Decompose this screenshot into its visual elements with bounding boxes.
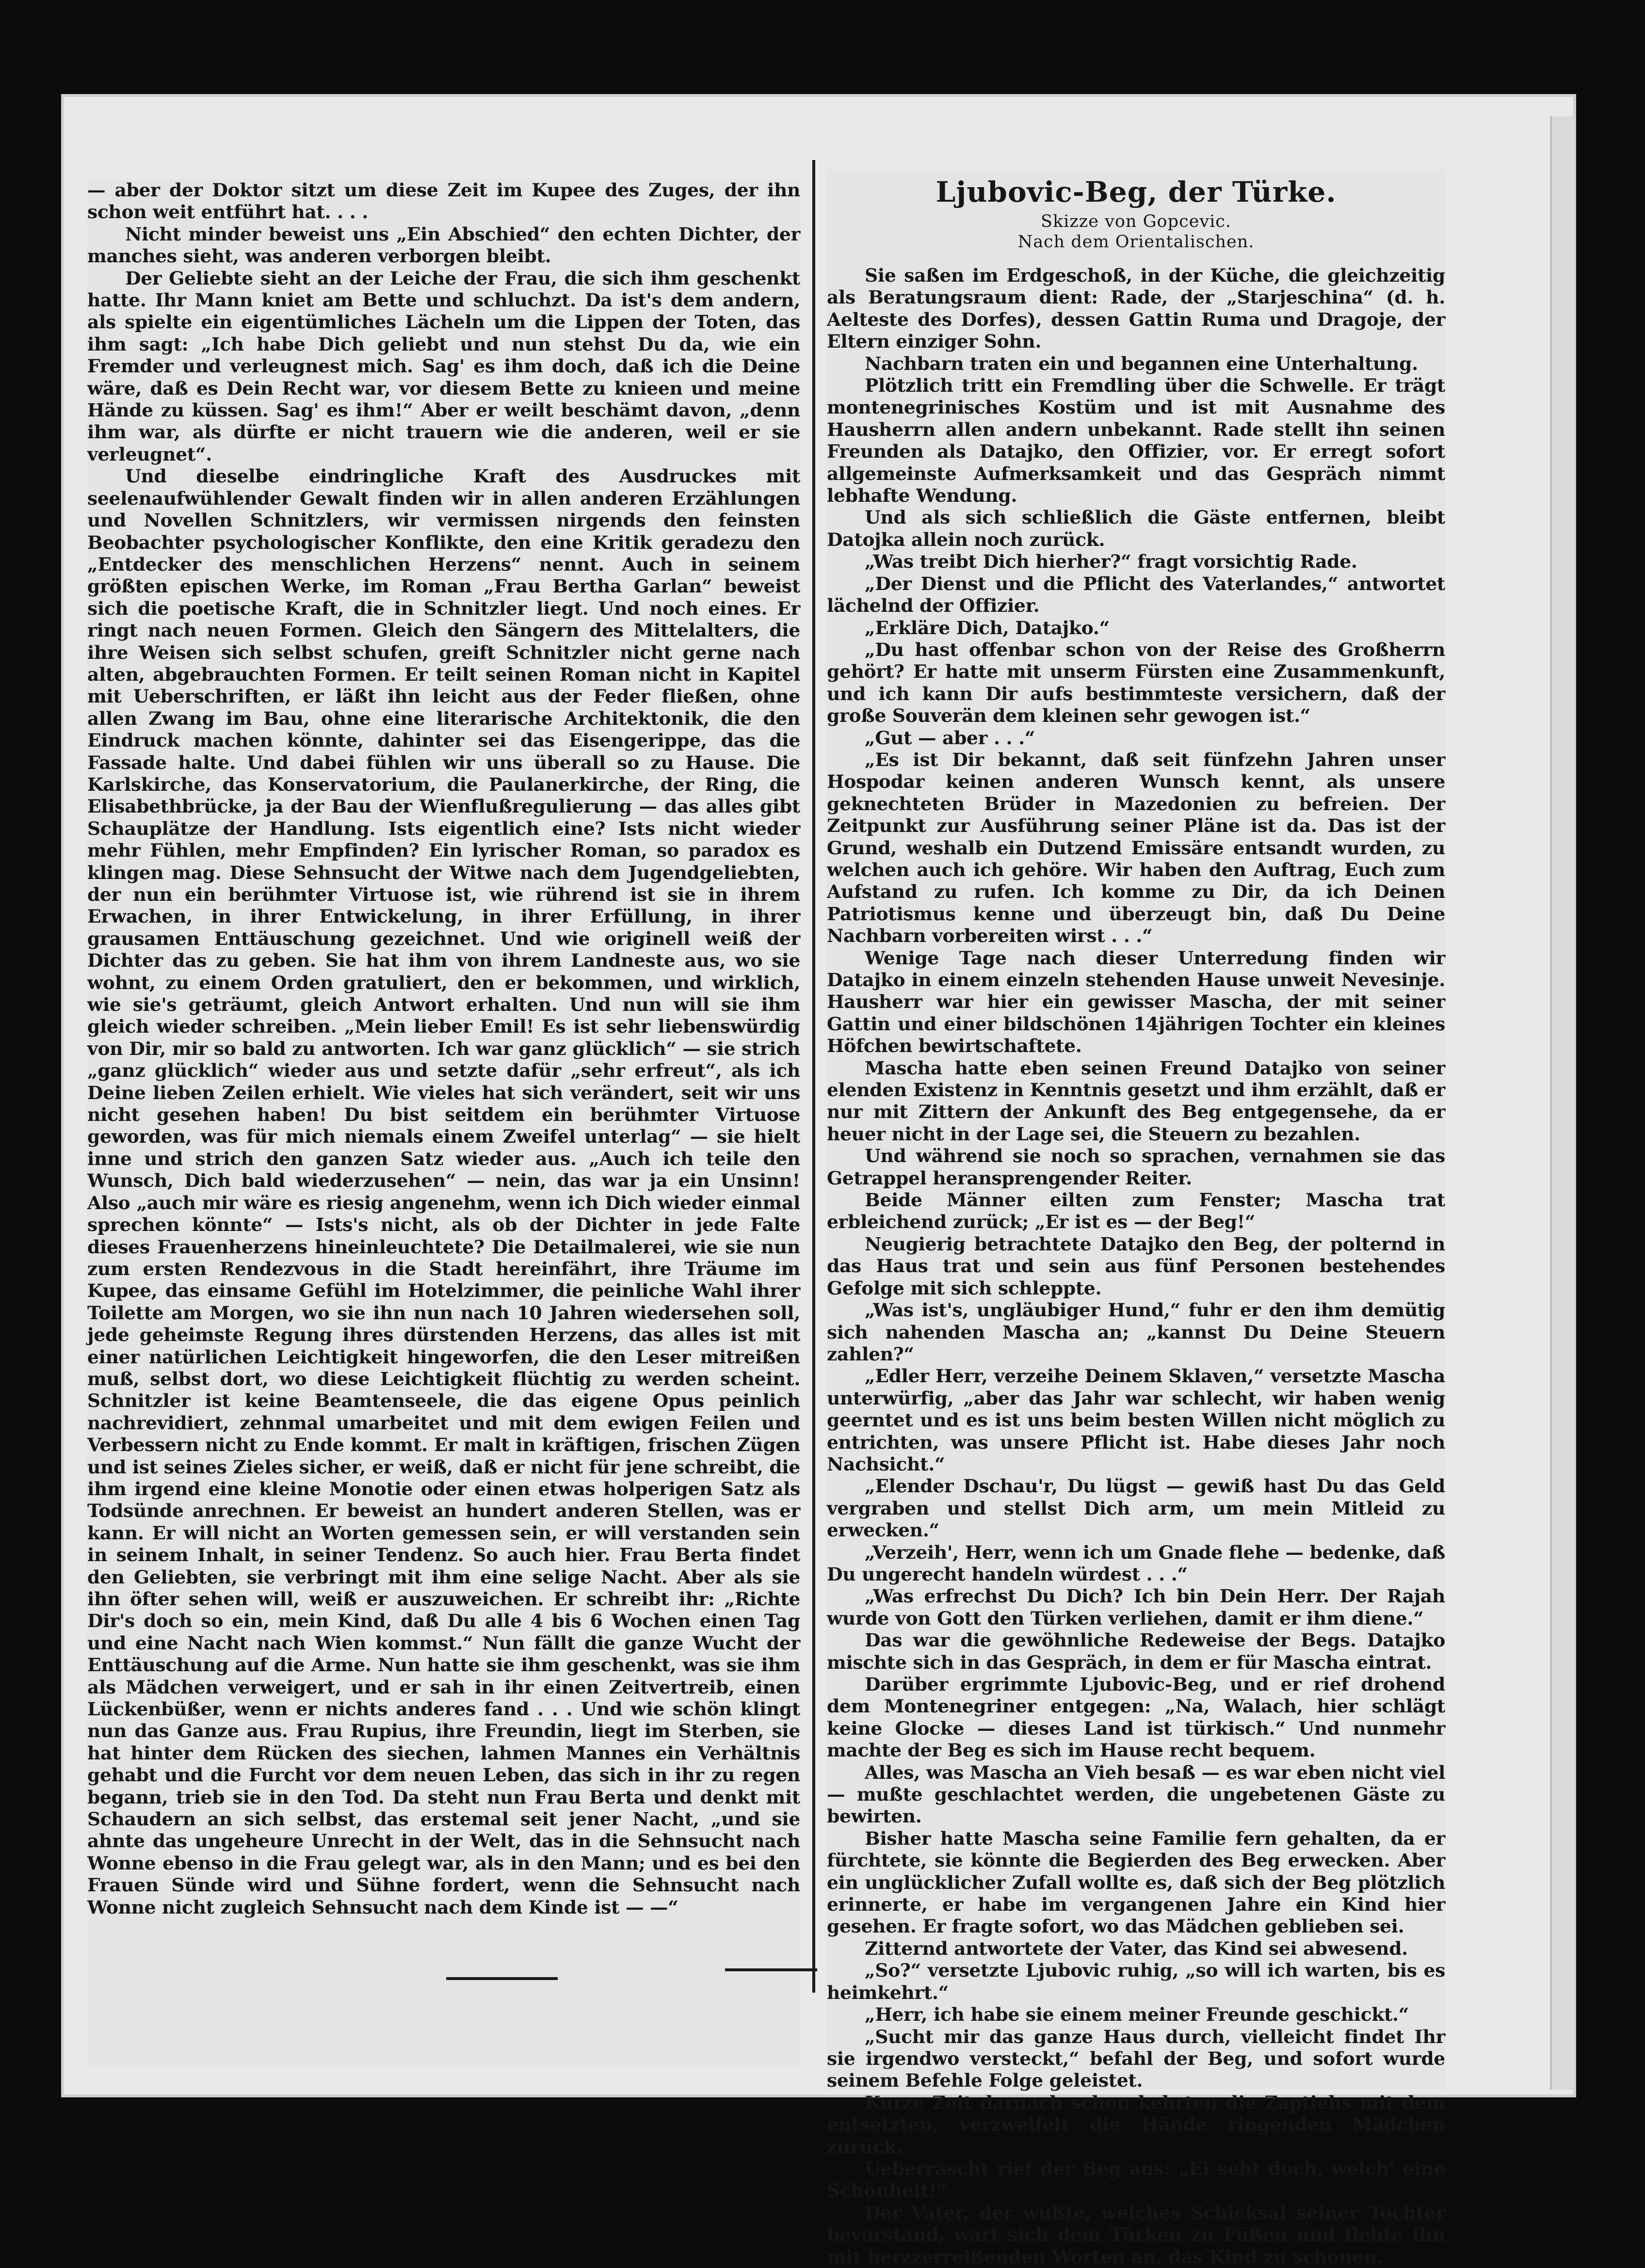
right-paragraph: „Edler Herr, verzeihe Deinem Sklaven,“ versetzte Mascha unterwürfig, „aber das Jahr war schlecht, wir haben wenig geerntet und es ist uns beim besten Willen nicht möglich zu entrichten, was unsere Pflicht ist. Habe dieses Jahr noch Nachsicht.“: [827, 1365, 1445, 1475]
page-edge-strip: [1550, 116, 1574, 2090]
right-paragraph: Und als sich schließlich die Gäste entfernen, bleibt Datojka allein noch zurück.: [827, 507, 1445, 550]
column-divider: [812, 160, 815, 1993]
left-column-text: [87, 179, 800, 1918]
right-paragraph: Beide Männer eilten zum Fenster; Mascha trat erbleichend zurück; „Er ist es — der Beg!“: [827, 1189, 1445, 1233]
right-paragraph: Bisher hatte Mascha seine Familie fern gehalten, da er fürchtete, sie könnte die Begierden des Beg erwecken. Aber ein unglücklicher Zufall wollte es, daß sich der Beg plötzlich erinnerte, er habe im vergangenen Jahre ein Kind hier gesehen. Er fragte sofort, wo das Mädchen geblieben sei.: [827, 1827, 1445, 1937]
end-rule-center: [725, 1968, 817, 1971]
right-paragraph: Neugierig betrachtete Datajko den Beg, der polternd in das Haus trat und sein aus fünf Personen bestehendes Gefolge mit sich schleppte.: [827, 1233, 1445, 1299]
article-title: Ljubovic-Beg, der Türke.: [935, 176, 1337, 208]
right-paragraph: „Was treibt Dich hierher?“ fragt vorsichtig Rade.: [865, 551, 1357, 573]
right-paragraph: Kurze Zeit darnach schon kehrten die Zaptiehs mit dem entsetzten, verzweifelt die Hände ringenden Mädchen zurück.: [827, 2092, 1445, 2157]
right-paragraph: Nachbarn traten ein und begannen eine Unterhaltung.: [865, 352, 1418, 374]
right-paragraph: Wenige Tage nach dieser Unterredung finden wir Datajko in einem einzeln stehenden Hause unweit Nevesinje. Hausherr war hier ein gewisser Mascha, der mit seiner Gattin und einer bildschönen 14jährigen Tochter ein kleines Höfchen bewirtschaftete.: [827, 947, 1445, 1057]
right-paragraph: „Was erfrechst Du Dich? Ich bin Dein Herr. Der Rajah wurde von Gott den Türken verliehen, damit er ihm diene.“: [827, 1585, 1445, 1629]
left-paragraph: Nicht minder beweist uns „Ein Abschied“ den echten Dichter, der manches sieht, was anderen verborgen bleibt.: [87, 223, 800, 267]
right-paragraph: Und während sie noch so sprachen, vernahmen sie das Getrappel heransprengender Reiter.: [827, 1145, 1445, 1189]
right-paragraph: „Sucht mir das ganze Haus durch, vielleicht findet Ihr sie irgendwo versteckt,“ befahl der Beg, und sofort wurde seinem Befehle Folge geleistet.: [827, 2026, 1445, 2092]
right-paragraph: Alles, was Mascha an Vieh besaß — es war eben nicht viel — mußte geschlachtet werden, die ungebetenen Gäste zu bewirten.: [827, 1761, 1445, 1827]
article-byline: Skizze von Gopcevic.: [1040, 212, 1232, 231]
right-column: [827, 170, 1445, 2268]
right-paragraph: Mascha hatte eben seinen Freund Datajko von seiner elenden Existenz in Kenntnis gesetzt und ihm erzählt, daß er nur mit Zittern der Ankunft des Beg entgegensehe, da er heuer nicht in der Lage sei, die Steuern zu bezahlen.: [827, 1057, 1445, 1145]
right-paragraph: Sie saßen im Erdgeschoß, in der Küche, die gleichzeitig als Beratungsraum dient: Rade, der „Starjeschina“ (d. h. Aelteste des Dorfes), dessen Gattin Ruma und Dragoje, der Eltern einziger Sohn.: [827, 265, 1445, 352]
right-paragraph: „Elender Dschau'r, Du lügst — gewiß hast Du das Geld vergraben und stellst Dich arm, um mein Mitleid zu erwecken.“: [827, 1475, 1445, 1541]
right-paragraph: Ueberrascht rief der Beg aus: „Ei seht doch, welch' eine Schönheit!“: [827, 2157, 1445, 2202]
right-paragraph: Der Vater, der wußte, welches Schicksal seiner Tochter bevorstand, warf sich dem Türken zu Füßen und flehte ihn mit herzzerreißenden Worten an, das Kind zu schonen.: [827, 2202, 1445, 2268]
right-paragraph: „Was ist's, ungläubiger Hund,“ fuhr er den ihm demütig sich nahenden Mascha an; „kannst Du Deine Steuern zahlen?“: [827, 1299, 1445, 1365]
right-column-text: [827, 265, 1445, 2268]
left-paragraph: Und dieselbe eindringliche Kraft des Ausdruckes mit seelenaufwühlender Gewalt finden wir in allen anderen Erzählungen und Novellen Schnitzlers, wir vermissen nirgends den feinsten Beobachter psychologischer Konflikte, den eine Kritik geradezu den „Entdecker des menschlichen Herzens“ nennt. Auch in seinem größten epischen Werke, im Roman „Frau Bertha Garlan“ beweist sich die poetische Kraft, die in Schnitzler liegt. Und noch eines. Er ringt nach neuen Formen. Gleich den Sängern des Mittelalters, die ihre Weisen sich selbst schufen, greift Schnitzler nicht gerne nach alten, abgebrauchten Formen. Er teilt seinen Roman nicht in Kapitel mit Ueberschriften, er läßt ihn leicht aus der Feder fließen, ohne allen Zwang im Bau, ohne eine literarische Architektonik, die den Eindruck machen könnte, dahinter sei das Eisengerippe, das die Fassade halte. Und dabei fühlen wir uns überall so zu Hause. Die Karlskirche, das Konservatorium, die Paulanerkirche, der Ring, die Elisabethbrücke, ja der Bau der Wienflußregulierung — das alles gibt Schauplätze der Handlung. Ists eigentlich eine? Ists nicht wieder mehr Fühlen, mehr Empfinden? Ein lyrischer Roman, so paradox es klingen mag. Diese Sehnsucht der Witwe nach dem Jugendgeliebten, der nun ein berühmter Virtuose ist, wie rührend ist sie in ihrem Erwachen, in ihrer Entwickelung, in ihrer Erfüllung, in ihrer grausamen Enttäuschung gezeichnet. Und wie originell weiß der Dichter das zu geben. Sie hat ihm von ihrem Landneste aus, wo sie wohnt, zu einem Orden gratuliert, den er bekommen, und wirklich, wie sie's geträumt, gleich Antwort erhalten. Und nun will sie ihm gleich wieder schreiben. „Mein lieber Emil! Es ist sehr liebenswürdig von Dir, mir so bald zu antworten. Ich war ganz glücklich“ — sie strich „ganz glücklich“ wieder aus und setzte dafür „sehr erfreut“, als ich Deine lieben Zeilen erhielt. Wie vieles hat sich verändert, seit wir uns nicht gesehen haben! Du bist seitdem ein berühmter Virtuose geworden, was für mich niemals einem Zweifel unterlag“ — sie hielt inne und strich den ganzen Satz wieder aus. „Auch ich teile den Wunsch, Dich bald wiederzusehen“ — nein, das war ja ein Unsinn! Also „auch mir wäre es riesig angenehm, wenn ich Dich wieder einmal sprechen könnte“ — Ists's nicht, als ob der Dichter in jede Falte dieses Frauenherzens hineinleuchtete? Die Detailmalerei, wie sie nun zum ersten Rendezvous in die Stadt hereinfährt, ihre Träume im Kupee, das einsame Gefühl im Hotelzimmer, die peinliche Wahl ihrer Toilette am Morgen, wo sie ihn nun nach 10 Jahren wiedersehen soll, jede geheimste Regung ihres dürstenden Herzens, das alles ist mit einer natürlichen Leichtigkeit hingeworfen, die den Leser mitreißen muß, selbst dort, wo diese Leichtigkeit flüchtig zu werden scheint. Schnitzler ist keine Beamtenseele, die das eigene Opus peinlich nachrevidiert, zehnmal umarbeitet und mit dem ewigen Feilen und Verbessern nicht zu Ende kommt. Er malt in kräftigen, frischen Zügen und ist seines Zieles sicher, er weiß, daß er nicht für jene schreibt, die ihm irgend eine kleine Monotie oder einen etwas holperigen Satz als Todsünde anrechnen. Er beweist an hundert anderen Stellen, was er kann. Er will nicht an Worten gemessen sein, er will verstanden sein in seinem Inhalt, in seiner Tendenz. So auch hier. Frau Berta findet den Geliebten, sie verbringt mit ihm eine selige Nacht. Aber als sie ihn öfter sehen will, weiß er auszuweichen. Er schreibt ihr: „Richte Dir's doch so ein, mein Kind, daß Du alle 4 bis 6 Wochen einen Tag und eine Nacht nach Wien kommst.“ Nun fällt die ganze Wucht der Enttäuschung auf die Arme. Nun hatte sie ihm geschenkt, was sie ihm als Mädchen verweigert, und er sah in ihr einen Zeitvertreib, einen Lückenbüßer, wenn er nichts anderes fand . . . Und wie schön klingt nun das Ganze aus. Frau Rupius, ihre Freundin, liegt im Sterben, sie hat hinter dem Rücken des siechen, lahmen Mannes ein Verhältnis gehabt und die Furcht vor dem neuen Leben, das sich in ihr zu regen begann, trieb sie in den Tod. Da steht nun Frau Berta und denkt mit Schaudern an sich selbst, das erstemal seit jener Nacht, „und sie ahnte das ungeheure Unrecht in der Welt, das in die Sehnsucht nach Wonne ebenso in die Frau gelegt war, als in den Mann; und es bei den Frauen Sünde wird und Sühne fordert, wenn die Sehnsucht nach Wonne nicht zugleich Sehnsucht nach dem Kinde ist — —“: [87, 465, 800, 1918]
article-source: Nach dem Orientalischen.: [1017, 232, 1255, 252]
left-paragraph: Der Geliebte sieht an der Leiche der Frau, die sich ihm geschenkt hatte. Ihr Mann kniet am Bette und schluchzt. Da ist's dem andern, als spielte ein eigentümliches Lächeln um die Lippen der Toten, das ihm sagt: „Ich habe Dich geliebt und nun stehst Du da, wie ein Fremder und verleugnest mich. Sag' es ihm doch, daß ich die Deine wäre, daß es Dein Recht war, vor diesem Bette zu knieen und meine Hände zu küssen. Sag' es ihm!“ Aber er weilt beschämt davon, „denn ihm war, als dürfte er nicht trauern wie die anderen, weil er sie verleugnet“.: [87, 267, 800, 465]
right-paragraph: „Verzeih', Herr, wenn ich um Gnade flehe — bedenke, daß Du ungerecht handeln würdest . . .“: [827, 1541, 1445, 1585]
right-paragraph: „Erkläre Dich, Datajko.“: [865, 617, 1110, 639]
right-paragraph: Plötzlich tritt ein Fremdling über die Schwelle. Er trägt montenegrinisches Kostüm und ist mit Ausnahme des Hausherrn allen andern unbekannt. Rade stellt ihn seinen Freunden als Datajko, den Offizier, vor. Er erregt sofort allgemeinste Aufmerksamkeit und das Gespräch nimmt lebhafte Wendung.: [827, 375, 1445, 507]
right-paragraph: „Der Dienst und die Pflicht des Vaterlandes,“ antwortet lächelnd der Offizier.: [827, 573, 1445, 617]
right-paragraph: Zitternd antwortete der Vater, das Kind sei abwesend.: [865, 1937, 1408, 1959]
right-paragraph: „So?“ versetzte Ljubovic ruhig, „so will ich warten, bis es heimkehrt.“: [827, 1960, 1445, 2003]
right-paragraph: „Es ist Dir bekannt, daß seit fünfzehn Jahren unser Hospodar keinen anderen Wunsch kennt, als unsere geknechteten Brüder in Mazedonien zu befreien. Der Zeitpunkt zur Ausführung seiner Pläne ist da. Das ist der Grund, weshalb ein Dutzend Emissäre entsandt wurden, zu welchen auch ich gehöre. Wir haben den Auftrag, Euch zum Aufstand zu rufen. Ich komme zu Dir, da ich Deinen Patriotismus kenne und überzeugt bin, daß Du Deine Nachbarn vorbereiten wirst . . .“: [827, 749, 1445, 947]
end-rule-left: [446, 1977, 558, 1980]
right-paragraph: „Herr, ich habe sie einem meiner Freunde geschickt.“: [865, 2004, 1409, 2026]
right-paragraph: „Gut — aber . . .“: [865, 727, 1035, 749]
right-paragraph: Darüber ergrimmte Ljubovic-Beg, und er rief drohend dem Montenegriner entgegen: „Na, Walach, hier schlägt keine Glocke — dieses Land ist türkisch.“ Und nunmehr machte der Beg es sich im Hause recht bequem.: [827, 1674, 1445, 1761]
right-paragraph: Das war die gewöhnliche Redeweise der Begs. Datajko mischte sich in das Gespräch, in dem er für Mascha eintrat.: [827, 1629, 1445, 1673]
left-column: [87, 179, 800, 2065]
left-paragraph: — aber der Doktor sitzt um diese Zeit im Kupee des Zuges, der ihn schon weit entführt hat. . . .: [87, 179, 800, 223]
right-paragraph: „Du hast offenbar schon von der Reise des Großherrn gehört? Er hatte mit unserm Fürsten eine Zusammenkunft, und ich kann Dir aufs bestimmteste versichern, daß der große Souverän dem kleinen sehr gewogen ist.“: [827, 639, 1445, 727]
